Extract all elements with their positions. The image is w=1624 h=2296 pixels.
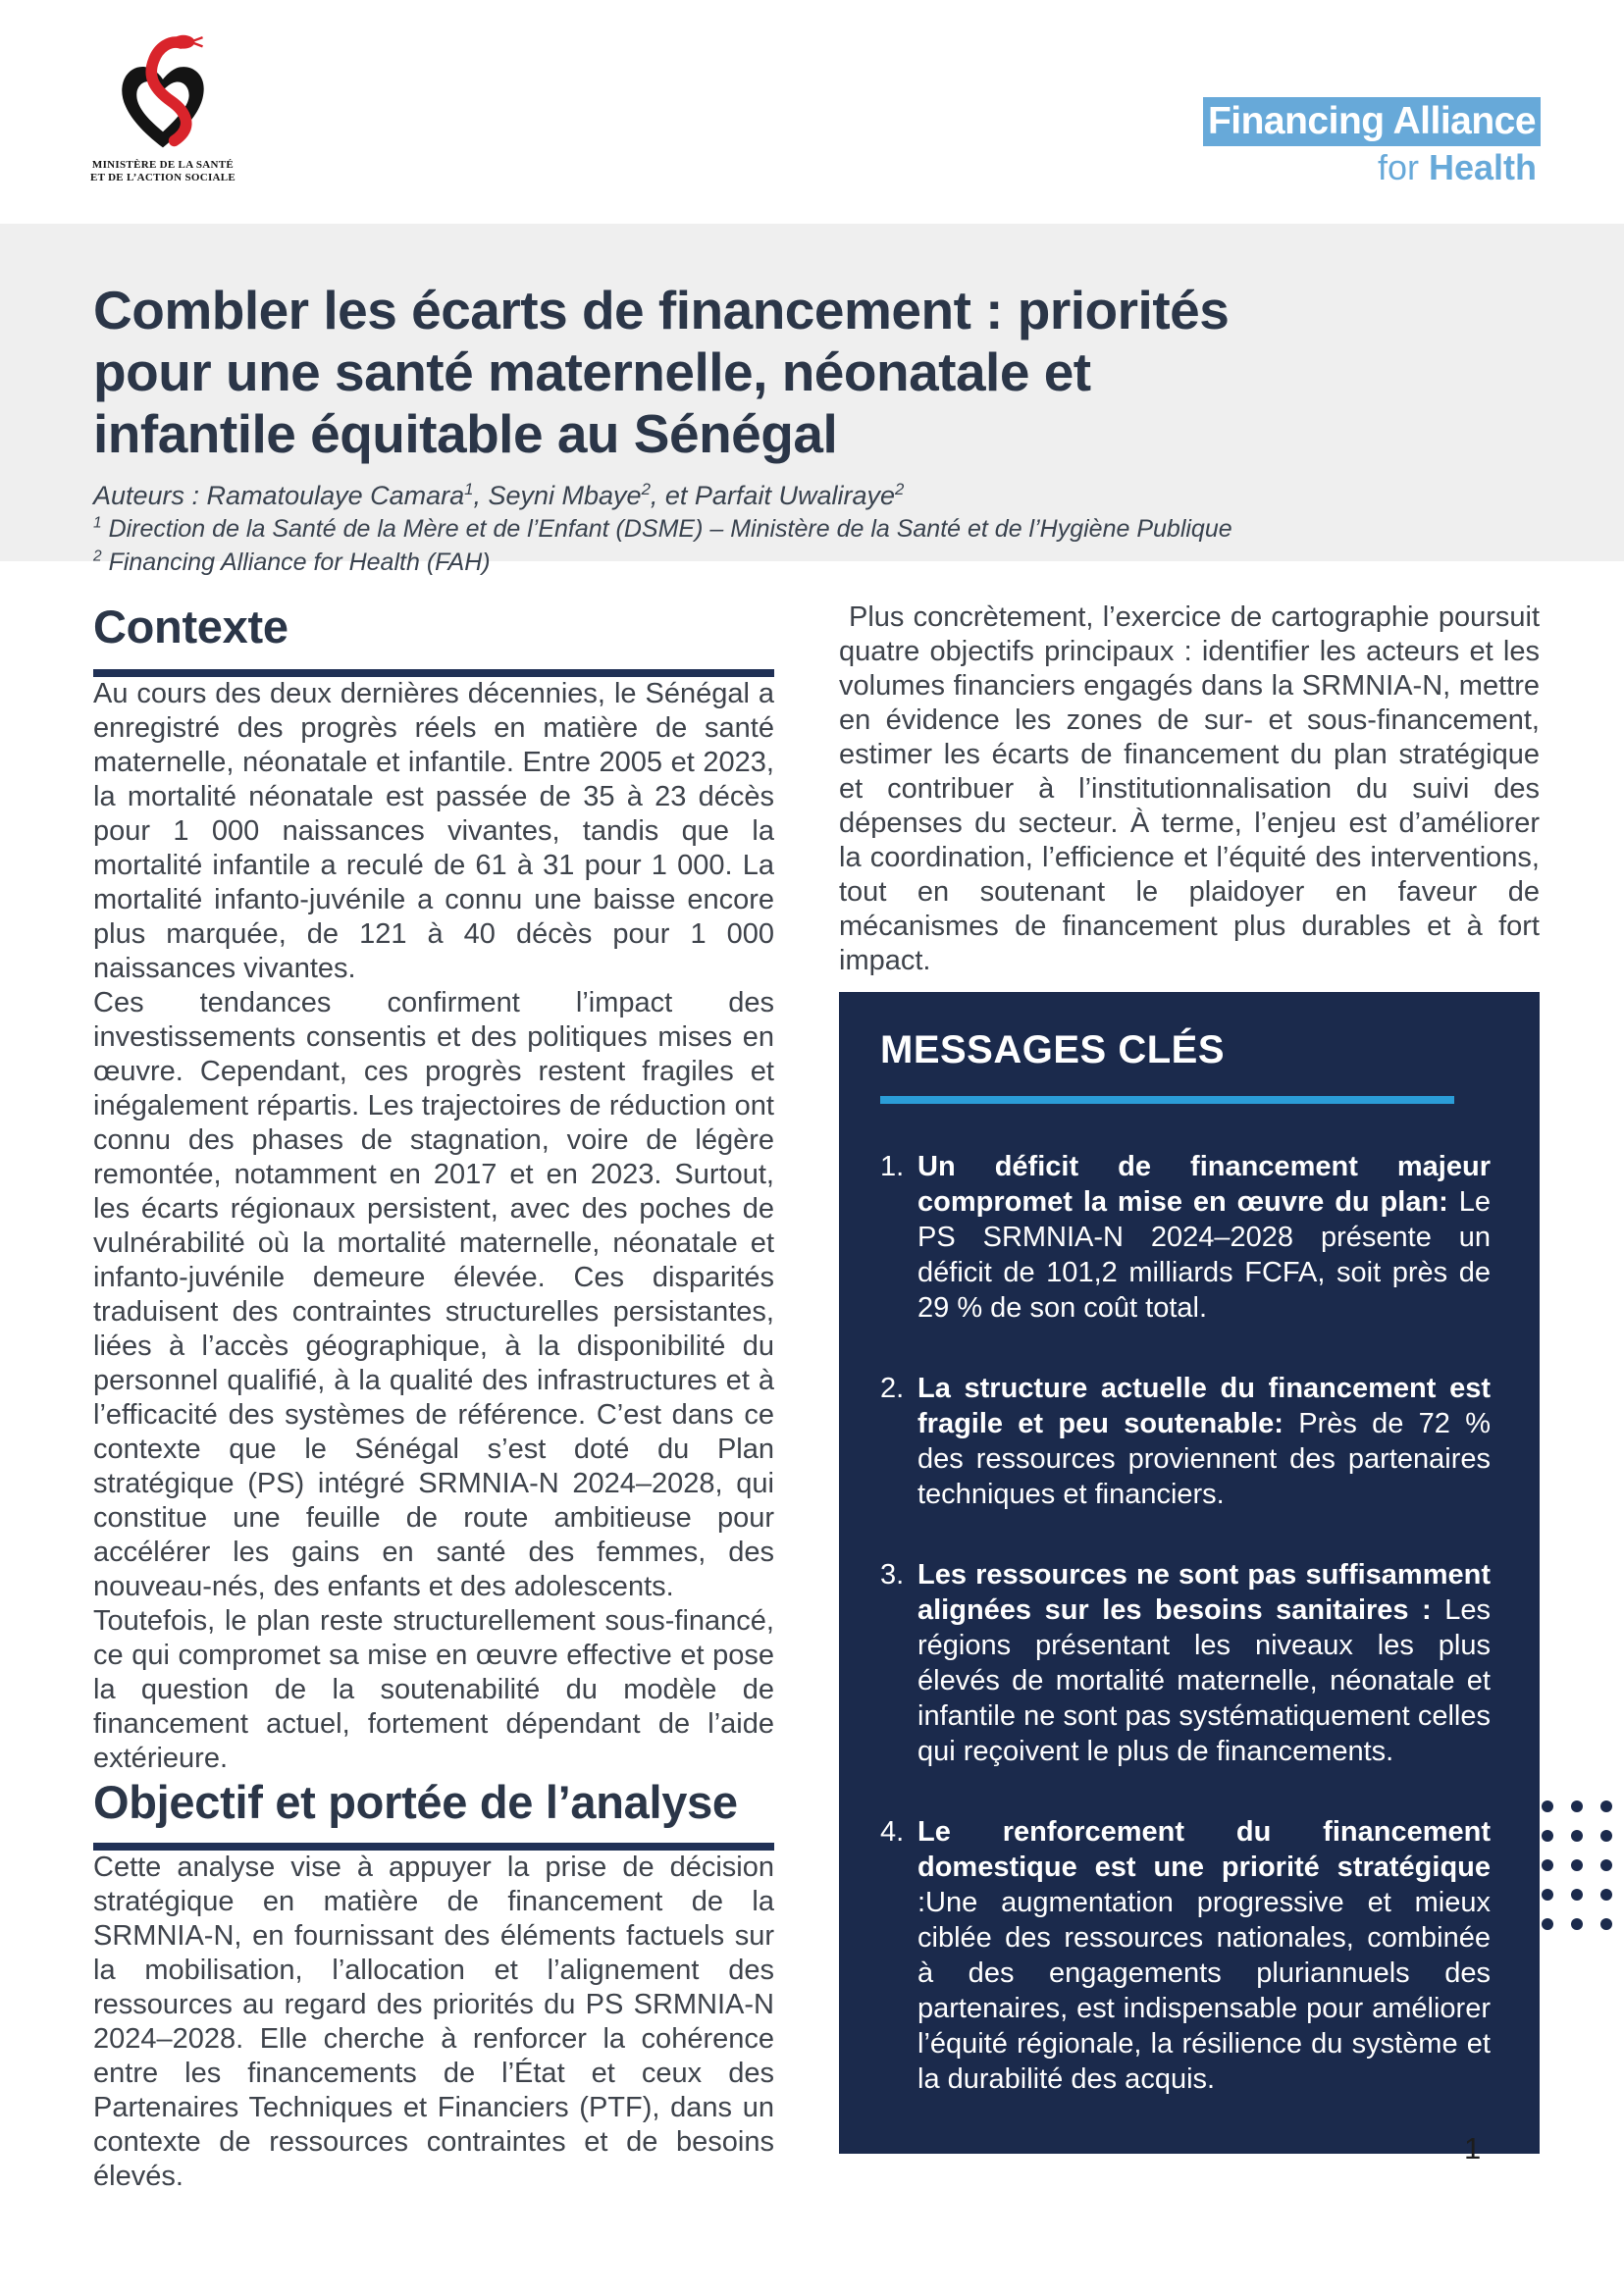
dot [1600, 1918, 1612, 1930]
key-message-item [880, 1814, 1491, 2097]
item-lead: Les ressources ne sont pas suffisamment alignées sur les besoins sanitaires : [917, 1559, 1491, 1626]
ministry-logo [84, 29, 241, 184]
dot [1542, 1800, 1553, 1812]
dot [1600, 1800, 1612, 1812]
dot [1542, 1830, 1553, 1842]
dot [1600, 1859, 1612, 1871]
objectif-paragraph-1: Cette analyse vise à appuyer la prise de décision stratégique en matière de financement de la SRMNIA-N, en fournissant des éléments factuels sur la mobilisation, l’allocation et l’alignement des ressources au regard des priorités du PS SRMNIA-N 2024–2028. Elle cherche à renforcer la cohérence entre les financements de l’État et ceux des Partenaires Techniques et Financiers (PTF), dans un contexte de ressources contraintes et de besoins élevés. [93, 1852, 774, 2192]
objectif-heading-rule [93, 1843, 774, 1851]
footnote-2: $^2$ Financing Alliance for Health (FAH) [93, 548, 491, 576]
footnote-1: $^1$ Direction de la Santé de la Mère et de l’Enfant (DSME) – Ministère de la Santé et de l’Hygiène Publique [93, 514, 1232, 543]
title-line-2: pour une santé maternelle, néonatale et [93, 341, 1091, 402]
item-number: 4. [880, 1816, 905, 1848]
page-title [93, 280, 1531, 465]
item-lead: Un déficit de financement majeur compromet la mise en œuvre du plan: [917, 1151, 1491, 1218]
left-column [93, 600, 774, 2194]
authors-line: Auteurs : Ramatoulaye Camara$^1$, Seyni Mbaye$^2$, et Parfait Uwaliraye$^2$ [93, 480, 905, 510]
dot [1542, 1889, 1553, 1901]
item-number: 2. [880, 1373, 905, 1404]
contexte-paragraph-3: Toutefois, le plan reste structurellement sous-financé, ce qui compromet sa mise en œuvre effective et pose la question de la soutenabilité du modèle de financement actuel, fortement dépendant de l’aide extérieure. [93, 1605, 774, 1774]
dot [1571, 1800, 1583, 1812]
contexte-paragraph-1: Au cours des deux dernières décennies, le Sénégal a enregistré des progrès réels en matière de santé maternelle, néonatale et infantile. Entre 2005 et 2023, la mortalité néonatale est passée de 35 à 23 décès pour 1 000 naissances vivantes, tandis que la mortalité infantile a reculé de 61 à 31 pour 1 000. La mortalité infanto-juvénile a connu une baisse encore plus marquée, de 121 à 40 décès pour 1 000 naissances vivantes. [93, 678, 774, 984]
item-lead: La structure actuelle du financement est fragile et peu soutenable: [917, 1373, 1491, 1439]
section-heading-contexte: Contexte [93, 600, 288, 652]
key-messages-heading: MESSAGES CLÉS [880, 1028, 1226, 1071]
dot-grid-decoration [1542, 1800, 1612, 1930]
contexte-paragraph-2: Ces tendances confirment l’impact des investissements consentis et des politiques mises en œuvre. Cependant, ces progrès restent fragiles et inégalement répartis. Les trajectoires de réduction ont connu des phases de stagnation, voire de légère remontée, notamment en 2017 et en 2023. Surtout, les écarts régionaux persistent, avec des poches de vulnérabilité où la mortalité maternelle, néonatale et infanto-juvénile demeure élevée. Ces disparités traduisent des contraintes structurelles persistantes, liées à l’accès géographique, à la disponibilité du personnel qualifié, à la qualité des infrastructures et à l’efficacité des systèmes de référence. C’est dans ce contexte que le Sénégal s’est doté du Plan stratégique (PS) intégré SRMNIA-N 2024–2028, qui constitue une feuille de route ambitieuse pour accélérer les gains en santé des femmes, des nouveau-nés, des enfants et des adolescents. [93, 987, 774, 1602]
ministry-name-line2: ET DE L’ACTION SOCIALE [89, 172, 236, 183]
right-column [839, 600, 1540, 2154]
cartographie-paragraph: Plus concrètement, l’exercice de cartographie poursuit quatre objectifs principaux : identifier les acteurs et les volumes financiers engagés dans la SRMNIA-N, mettre en évidence les zones de sur- et sous-financement, estimer les écarts de financement du plan stratégique et contribuer à l’institutionnalisation du suivi des dépenses du secteur. À terme, l’enjeu est d’améliorer la coordination, l’efficience et l’équité des interventions, tout en soutenant le plaidoyer en faveur de mécanismes de financement plus durables et à fort impact. [839, 601, 1540, 976]
item-text: Près de 72 % des ressources proviennent des partenaires techniques et financiers. [917, 1408, 1491, 1510]
key-messages-box [839, 992, 1540, 2154]
dot [1571, 1859, 1583, 1871]
ministry-name-line1: MINISTÈRE DE LA SANTÉ [91, 159, 235, 171]
fah-logo [1203, 97, 1541, 188]
title-band [0, 224, 1624, 576]
item-number: 1. [880, 1151, 905, 1182]
page-number: 1 [1464, 2131, 1482, 2166]
dot [1542, 1918, 1553, 1930]
dot [1542, 1859, 1553, 1871]
fah-logo-subtitle [1203, 147, 1541, 188]
item-lead: Le renforcement du financement domestique est une priorité stratégique [917, 1816, 1491, 1883]
key-message-item [880, 1371, 1491, 1512]
item-number: 3. [880, 1559, 905, 1591]
key-message-item [880, 1149, 1491, 1326]
item-text: :Une augmentation progressive et mieux ciblée des ressources nationales, combinée à des engagements pluriannuels des partenaires, est indispensable pour améliorer l’équité régionale, la résilience du système et la durabilité des acquis. [917, 1887, 1491, 2095]
dot [1571, 1918, 1583, 1930]
title-line-1: Combler les écarts de financement : priorités [93, 280, 1230, 340]
dot [1600, 1889, 1612, 1901]
key-messages-rule [880, 1096, 1454, 1104]
snake-heart-icon [84, 29, 241, 159]
contexte-heading-rule [93, 669, 774, 677]
key-messages-list [880, 1149, 1491, 2097]
title-line-3: infantile équitable au Sénégal [93, 403, 838, 464]
dot [1571, 1830, 1583, 1842]
fah-health: Health [1428, 147, 1537, 187]
key-message-item [880, 1557, 1491, 1769]
item-text: Les régions présentant les niveaux les plus élevés de mortalité maternelle, néonatale et infantile ne sont pas systématiquement celles qui reçoivent le plus de financements. [917, 1594, 1491, 1767]
item-text: Le PS SRMNIA-N 2024–2028 présente un déficit de 101,2 milliards FCFA, soit près de 29 % de son coût total. [917, 1186, 1491, 1324]
fah-for: for [1377, 147, 1429, 187]
section-heading-objectif: Objectif et portée de l’analyse [93, 1776, 738, 1828]
dot [1600, 1830, 1612, 1842]
fah-logo-banner: Financing Alliance [1203, 97, 1541, 146]
dot [1571, 1889, 1583, 1901]
